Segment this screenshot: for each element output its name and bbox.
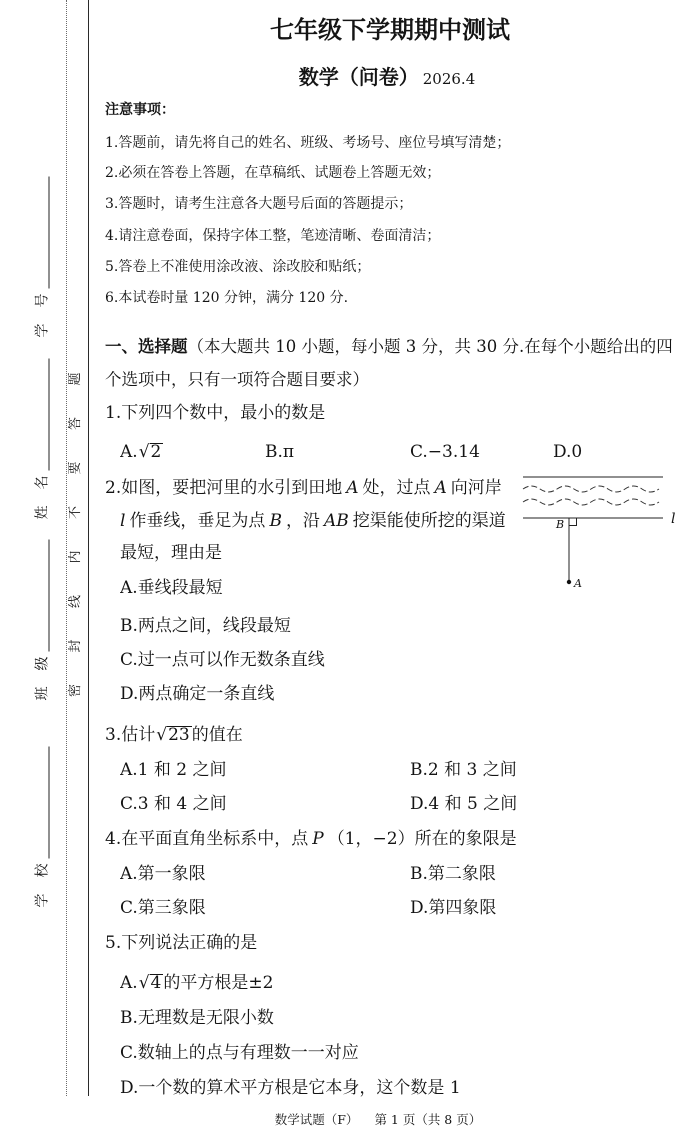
exam-title: 七年级下学期期中测试 (270, 15, 510, 44)
class-label: 班级 (34, 640, 50, 700)
stem-text: （1，−2）所在的象限是 (327, 829, 517, 849)
stem-text: 的值在 (191, 725, 243, 745)
radicand: 2 (150, 442, 162, 462)
q5-option-a (120, 971, 273, 995)
section-description-cont: 个选项中，只有一项符合题目要求） (105, 370, 369, 389)
sqrt-symbol: √ (138, 973, 150, 993)
class-field (33, 539, 51, 700)
class-writing-line (33, 539, 49, 651)
q4-stem (105, 827, 517, 851)
q4-option-c: C.第三象限 (120, 898, 206, 918)
q5-option-b: B.无理数是无限小数 (120, 1008, 274, 1028)
student-id-label: 学号 (34, 277, 50, 337)
section-description: （本大题共 10 小题，每小题 3 分，共 30 分.在每个小题给出的四 (187, 337, 673, 356)
seal-dotted-line (66, 0, 67, 1096)
exam-date: 2026.4 (422, 70, 476, 88)
paper-code: 数学试题（F） (274, 1112, 359, 1127)
q1-stem: 1.下列四个数中，最小的数是 (105, 403, 326, 423)
q4-option-b: B.第二象限 (410, 864, 496, 884)
q1-option-d: D.0 (553, 442, 583, 462)
q2-stem-line-1 (105, 476, 502, 500)
variable-ab: AB (323, 511, 349, 531)
option-text: 的平方根是±2 (163, 973, 274, 993)
water-wave-line (523, 499, 659, 505)
school-field (33, 746, 51, 907)
stem-text: 作垂线，垂足为点 (129, 511, 266, 531)
q3-option-b: B.2 和 3 之间 (410, 760, 517, 780)
page-footer (93, 1110, 663, 1130)
q1-option-c: C.−3.14 (410, 442, 480, 462)
q2-option-a: A.垂线段最短 (120, 578, 223, 598)
notice-item: 6.本试卷时量 120 分钟，满分 120 分. (105, 290, 349, 306)
q3-option-c: C.3 和 4 之间 (120, 794, 227, 814)
q3-stem (105, 723, 243, 747)
q3-option-a: A.1 和 2 之间 (120, 760, 227, 780)
option-label: A. (120, 973, 138, 993)
variable-a: A (434, 478, 447, 498)
stem-text: ，沿 (285, 511, 320, 531)
section-heading (105, 335, 673, 359)
margin-solid-line (88, 0, 89, 1096)
river-figure (520, 470, 688, 594)
subject-label: 数学（问卷） (298, 65, 419, 89)
name-field (33, 358, 51, 519)
name-writing-line (33, 358, 49, 470)
student-id-field (33, 176, 51, 337)
q4-option-d: D.第四象限 (410, 898, 497, 918)
notice-item: 4.请注意卷面，保持字体工整，笔迹清晰、卷面清洁； (105, 228, 441, 244)
notice-item: 3.答题时，请考生注意各大题号后面的答题提示； (105, 196, 413, 212)
notice-item: 2.必须在答卷上答题，在草稿纸、试题卷上答题无效； (105, 165, 441, 181)
q1-option-a (120, 440, 163, 464)
radicand: 23 (168, 725, 190, 745)
exam-subtitle (105, 62, 669, 94)
variable-p: P (312, 829, 324, 849)
page-number: 第 1 页（共 8 页） (374, 1112, 482, 1127)
section-title: 一、选择题 (105, 337, 188, 356)
right-angle-mark (570, 518, 577, 526)
stem-text: 挖渠能使所挖的渠道 (352, 511, 506, 531)
stem-text: 3.估计 (105, 725, 156, 745)
school-label: 学校 (34, 847, 50, 907)
line-l-label: l (671, 511, 676, 527)
notice-item: 5.答卷上不准使用涂改液、涂改胶和贴纸； (105, 259, 371, 275)
q5-option-d: D.一个数的算术平方根是它本身，这个数是 1 (120, 1078, 461, 1098)
q5-stem: 5.下列说法正确的是 (105, 933, 258, 953)
stem-text: 4.在平面直角坐标系中，点 (105, 829, 309, 849)
q2-stem-line-2 (120, 509, 506, 533)
sqrt-symbol: √ (156, 725, 168, 745)
point-a-dot (567, 580, 571, 584)
notice-item: 1.答题前，请先将自己的姓名、班级、考场号、座位号填写清楚； (105, 135, 511, 151)
student-id-writing-line (33, 176, 49, 288)
option-label: A. (120, 442, 138, 462)
q2-option-c: C.过一点可以作无数条直线 (120, 650, 325, 670)
notice-heading: 注意事项： (105, 102, 175, 118)
q2-stem-line-3: 最短，理由是 (120, 543, 222, 563)
sqrt-symbol: √ (138, 442, 150, 462)
q5-option-c: C.数轴上的点与有理数一一对应 (120, 1043, 359, 1063)
variable-b: B (269, 511, 282, 531)
water-wave-line (523, 486, 659, 492)
q4-option-a: A.第一象限 (120, 864, 206, 884)
q1-option-b: B.π (265, 442, 295, 462)
stem-text: 向河岸 (450, 478, 502, 498)
stem-text: 处，过点 (362, 478, 431, 498)
point-a-label: A (574, 577, 582, 590)
variable-a: A (346, 478, 359, 498)
foot-b-label: B (556, 518, 565, 531)
name-label: 姓名 (34, 459, 50, 519)
stem-text: 2.如图，要把河里的水引到田地 (105, 478, 343, 498)
variable-l: l (120, 511, 126, 531)
school-writing-line (33, 746, 49, 858)
q2-option-d: D.两点确定一条直线 (120, 684, 275, 704)
q2-option-b: B.两点之间，线段最短 (120, 616, 291, 636)
q3-option-d: D.4 和 5 之间 (410, 794, 518, 814)
radicand: 4 (150, 973, 162, 993)
seal-notice: 密封线内不要答题 (68, 340, 83, 697)
